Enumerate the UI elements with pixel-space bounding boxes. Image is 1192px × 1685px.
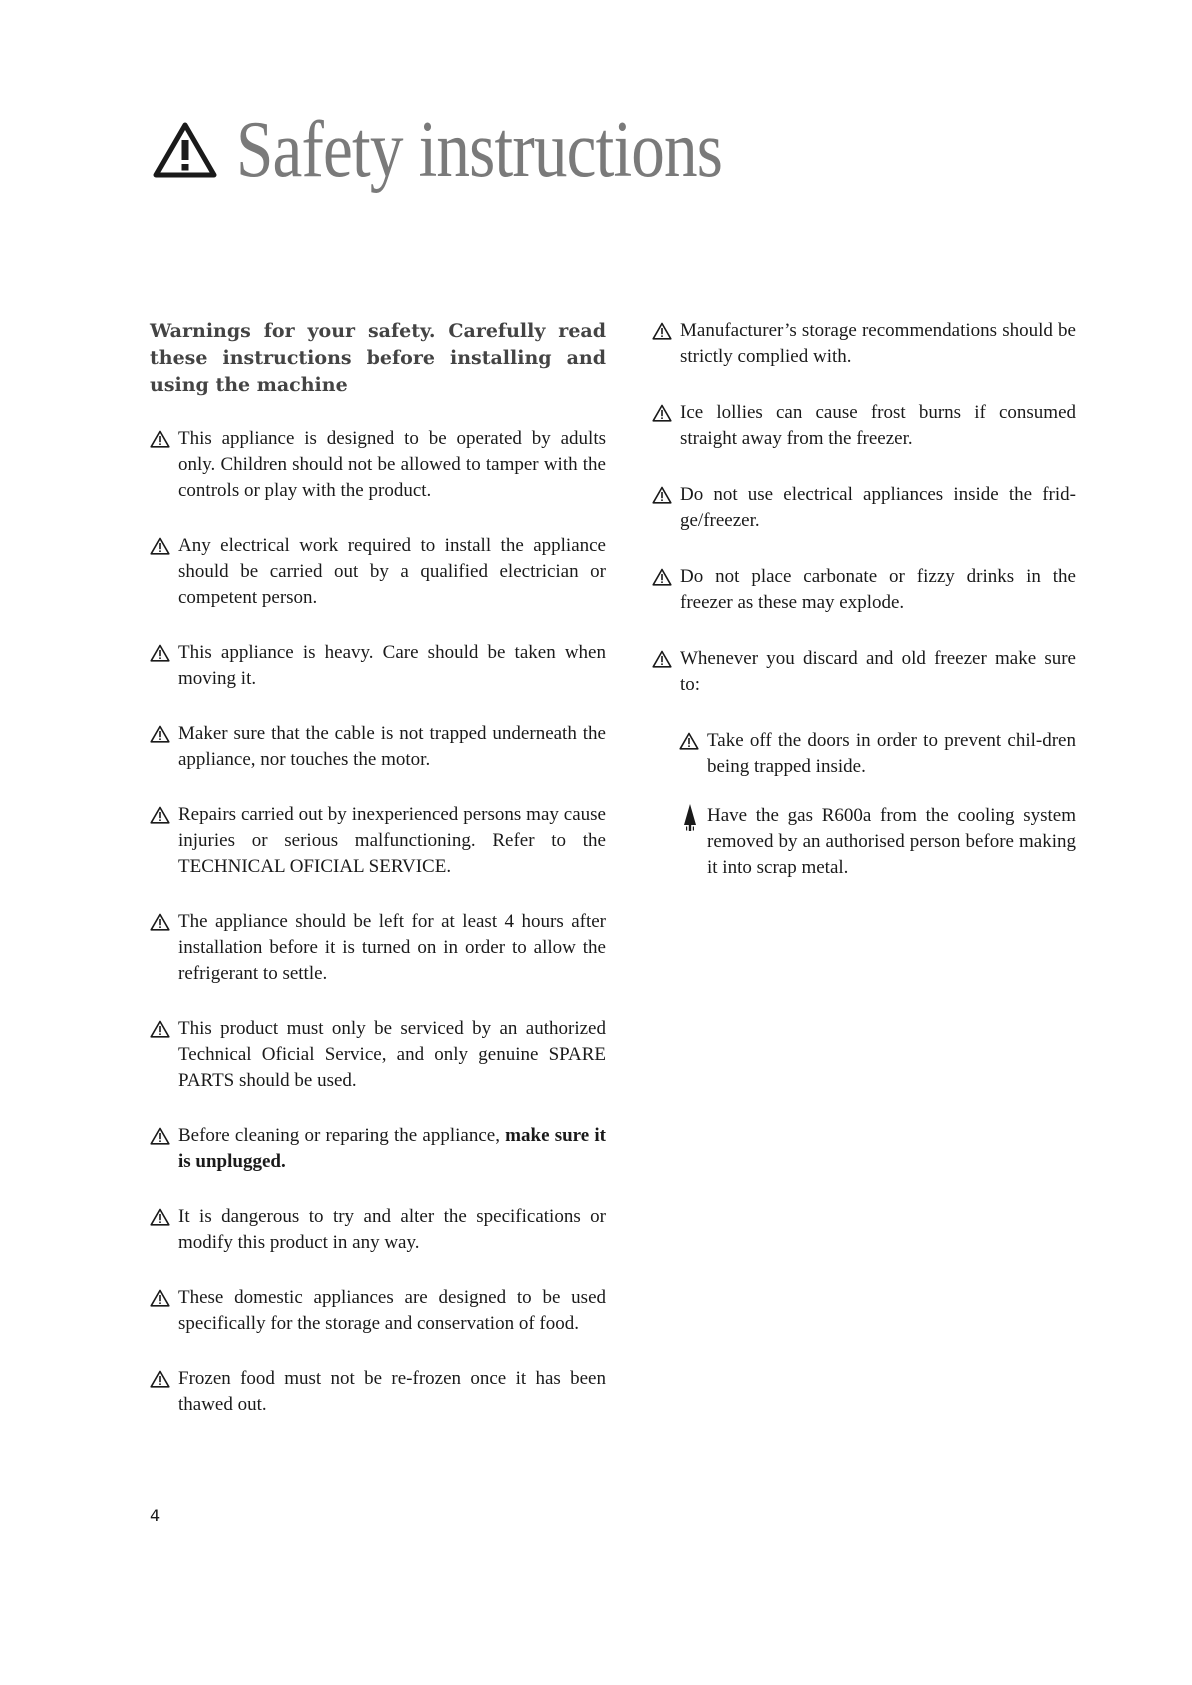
warning-triangle-icon: [150, 1370, 170, 1388]
list-item: Whenever you discard and old freezer make sure to:: [652, 646, 1076, 698]
list-item-unplug: Before cleaning or reparing the appliance, make sure it is unplugged.: [150, 1123, 606, 1175]
warning-triangle-icon: [679, 732, 699, 750]
sub-list-item: Take off the doors in order to prevent chil-dren being trapped inside.: [679, 728, 1076, 780]
list-item: Ice lollies can cause frost burns if consumed straight away from the freezer.: [652, 400, 1076, 452]
warning-triangle-icon: [150, 1127, 170, 1145]
page-title: Safety instructions: [236, 105, 723, 194]
list-item: The appliance should be left for at least 4 hours after installation before it is turned on in order to allow the refrigerant to settle.: [150, 909, 606, 987]
list-item: Any electrical work required to install the appliance should be carried out by a qualified electrician or competent person.: [150, 533, 606, 611]
warning-triangle-icon: [150, 1020, 170, 1038]
warning-triangle-icon: [652, 650, 672, 668]
list-item: It is dangerous to try and alter the specifications or modify this product in any way.: [150, 1204, 606, 1256]
warning-triangle-icon: [150, 430, 170, 448]
warning-triangle-icon: [652, 404, 672, 422]
warning-triangle-icon: [150, 644, 170, 662]
list-item: Do not place carbonate or fizzy drinks in the freezer as these may explode.: [652, 564, 1076, 616]
tree-icon: [681, 803, 699, 833]
list-item: This appliance is designed to be operated by adults only. Children should not be allowed to tamper with the controls or play with the product.: [150, 426, 606, 504]
warning-triangle-icon: [150, 537, 170, 555]
intro-warning: Warnings for your safety. Carefully read these instructions before installing and using the machine: [150, 320, 606, 396]
warning-triangle-icon: [152, 120, 218, 180]
warning-triangle-icon: [150, 1289, 170, 1307]
warning-triangle-icon: [150, 725, 170, 743]
warning-triangle-icon: [150, 806, 170, 824]
list-item: Repairs carried out by inexperienced persons may cause injuries or serious malfunctioning. Refer to the TECHNICAL OFICIAL SERVICE.: [150, 802, 606, 880]
list-item: Manufacturer’s storage recommendations should be strictly complied with.: [652, 318, 1076, 370]
sub-list-item-gas: Have the gas R600a from the cooling system removed by an authorised person before making it into scrap metal.: [679, 803, 1076, 881]
page-heading: [152, 105, 815, 195]
warning-triangle-icon: [652, 568, 672, 586]
list-item: Maker sure that the cable is not trapped underneath the appliance, nor touches the motor.: [150, 721, 606, 773]
warning-triangle-icon: [150, 1208, 170, 1226]
list-item: Frozen food must not be re-frozen once it has been thawed out.: [150, 1366, 606, 1418]
warning-triangle-icon: [652, 322, 672, 340]
right-column: [652, 318, 1076, 904]
page-number: 4: [150, 1506, 161, 1525]
left-column: [150, 318, 606, 1447]
warning-triangle-icon: [150, 913, 170, 931]
list-item: This product must only be serviced by an authorized Technical Oficial Service, and only genuine SPARE PARTS should be used.: [150, 1016, 606, 1094]
list-item: Do not use electrical appliances inside the frid-ge/freezer.: [652, 482, 1076, 534]
warning-triangle-icon: [652, 486, 672, 504]
list-item: This appliance is heavy. Care should be taken when moving it.: [150, 640, 606, 692]
list-item: These domestic appliances are designed to be used specifically for the storage and conservation of food.: [150, 1285, 606, 1337]
